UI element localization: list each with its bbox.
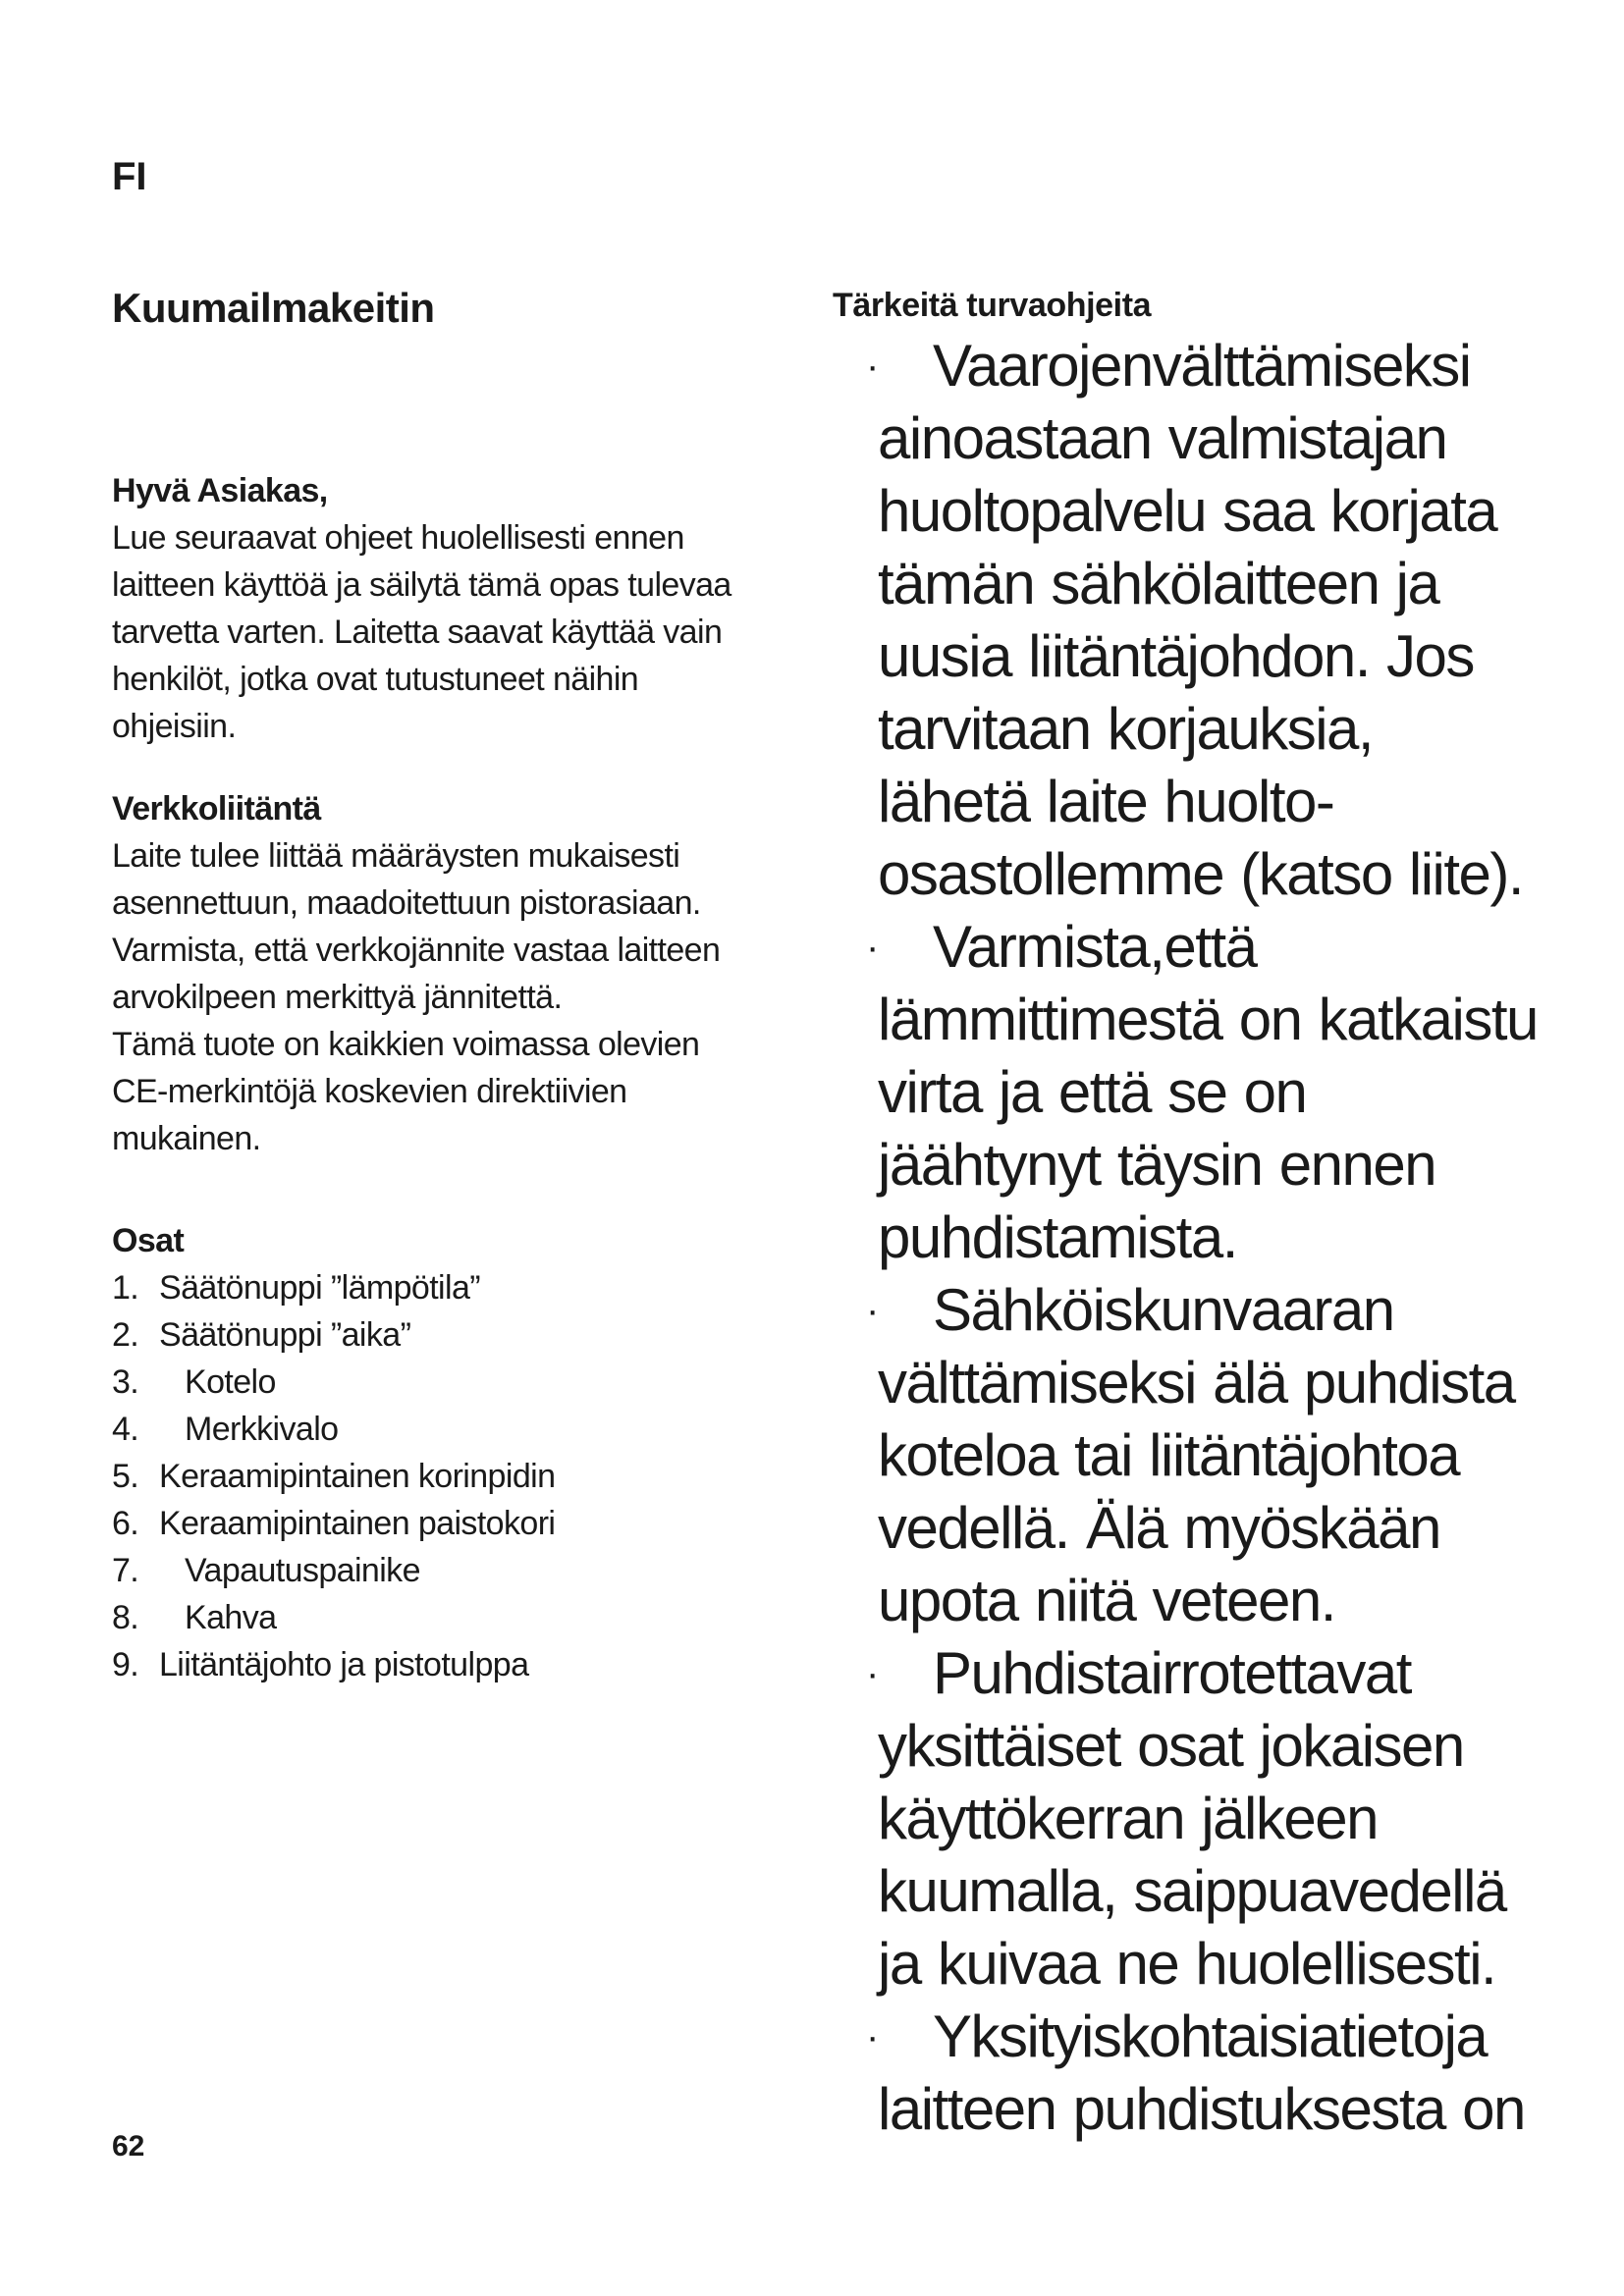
safety-item-lead: Yksityiskohtaisiatietoja	[933, 2003, 1488, 2069]
safety-item	[833, 911, 1540, 1274]
bullet-icon: ·	[866, 2015, 878, 2058]
bullet-icon: ·	[866, 926, 878, 969]
network-heading: Verkkoliitäntä	[112, 790, 321, 828]
parts-list	[112, 1264, 799, 1688]
safety-item-lead: Varmista,että	[933, 914, 1257, 980]
parts-section	[112, 1217, 799, 1688]
list-item	[112, 1264, 799, 1311]
safety-heading: Tärkeitä turvaohjeita	[833, 287, 1152, 324]
list-item-number: 3.	[112, 1363, 139, 1401]
bullet-icon: ·	[866, 345, 878, 388]
safety-item-text: laitteen puhdistuksesta on	[878, 2076, 1525, 2142]
network-section	[112, 785, 799, 1162]
page-number: 62	[112, 2130, 145, 2163]
list-item	[112, 1500, 799, 1547]
list-item	[112, 1406, 799, 1453]
safety-item	[833, 330, 1540, 911]
safety-item-text: ainoastaan valmistajan huoltopalvelu saa korjata tämän sähkölaitteen ja uusia liitäntäjohdon. Jos tarvitaan korjauksia, lähetä laite huolto-osastollemme (katso liite).	[878, 405, 1524, 907]
list-item-label: Vapautuspainike	[185, 1552, 420, 1589]
safety-item	[833, 2001, 1540, 2146]
list-item-label: Keraamipintainen korinpidin	[159, 1458, 556, 1495]
bullet-icon: ·	[866, 1652, 878, 1695]
list-item	[112, 1359, 799, 1406]
safety-item-text: lämmittimestä on katkaistu virta ja että se on jäähtynyt täysin ennen puhdistamista.	[878, 987, 1538, 1270]
safety-item-text: välttämiseksi älä puhdista koteloa tai liitäntäjohtoa vedellä. Älä myöskään upota niitä veteen.	[878, 1350, 1515, 1633]
bullet-icon: ·	[866, 1289, 878, 1332]
safety-item-lead: Puhdistairrotettavat	[933, 1640, 1411, 1706]
list-item-number: 8.	[112, 1599, 139, 1636]
safety-item-text: yksittäiset osat jokaisen käyttökerran jälkeen kuumalla, saippuavedellä ja kuivaa ne huolellisesti.	[878, 1713, 1506, 1997]
list-item-label: Kotelo	[185, 1363, 276, 1401]
list-item-number: 6.	[112, 1505, 139, 1542]
list-item-label: Merkkivalo	[185, 1411, 339, 1448]
list-item	[112, 1311, 799, 1359]
list-item-number: 9.	[112, 1646, 139, 1683]
intro-text: Lue seuraavat ohjeet huolellisesti ennen laitteen käyttöä ja säilytä tämä opas tulevaa tarvetta varten. Laitetta saavat käyttää vain henkilöt, jotka ovat tutustuneet näihin ohjeisiin.	[112, 519, 731, 745]
list-item-label: Säätönuppi ”aika”	[159, 1316, 411, 1354]
left-column	[112, 283, 799, 1688]
list-item	[112, 1547, 799, 1594]
list-item-label: Säätönuppi ”lämpötila”	[159, 1269, 480, 1307]
list-item	[112, 1641, 799, 1688]
safety-item	[833, 1637, 1540, 2001]
safety-item-lead: Vaarojenvälttämiseksi	[933, 333, 1471, 399]
list-item-number: 5.	[112, 1458, 139, 1495]
safety-item	[833, 1274, 1540, 1637]
language-code: FI	[112, 155, 147, 198]
safety-list	[833, 330, 1540, 2146]
list-item-number: 4.	[112, 1411, 139, 1448]
list-item-label: Keraamipintainen paistokori	[159, 1505, 556, 1542]
list-item-label: Kahva	[185, 1599, 277, 1636]
network-paragraph-2: Tämä tuote on kaikkien voimassa olevien CE-merkintöjä koskevien direktiivien mukainen.	[112, 1026, 700, 1157]
list-item	[112, 1453, 799, 1500]
page-title: Kuumailmakeitin	[112, 285, 435, 331]
intro-section	[112, 467, 799, 750]
safety-item-lead: Sähköiskunvaaran	[933, 1277, 1394, 1343]
list-item-number: 2.	[112, 1316, 139, 1354]
list-item-label: Liitäntäjohto ja pistotulppa	[159, 1646, 529, 1683]
list-item-number: 1.	[112, 1269, 139, 1307]
right-column	[833, 281, 1540, 2146]
list-item-number: 7.	[112, 1552, 139, 1589]
parts-heading: Osat	[112, 1222, 185, 1259]
list-item	[112, 1594, 799, 1641]
network-paragraph-1: Laite tulee liittää määräysten mukaisesti asennettuun, maadoitettuun pistorasiaan. Varmista, että verkkojännite vastaa laitteen arvokilpeen merkittyä jännitettä.	[112, 837, 721, 1016]
intro-heading: Hyvä Asiakas,	[112, 472, 328, 509]
